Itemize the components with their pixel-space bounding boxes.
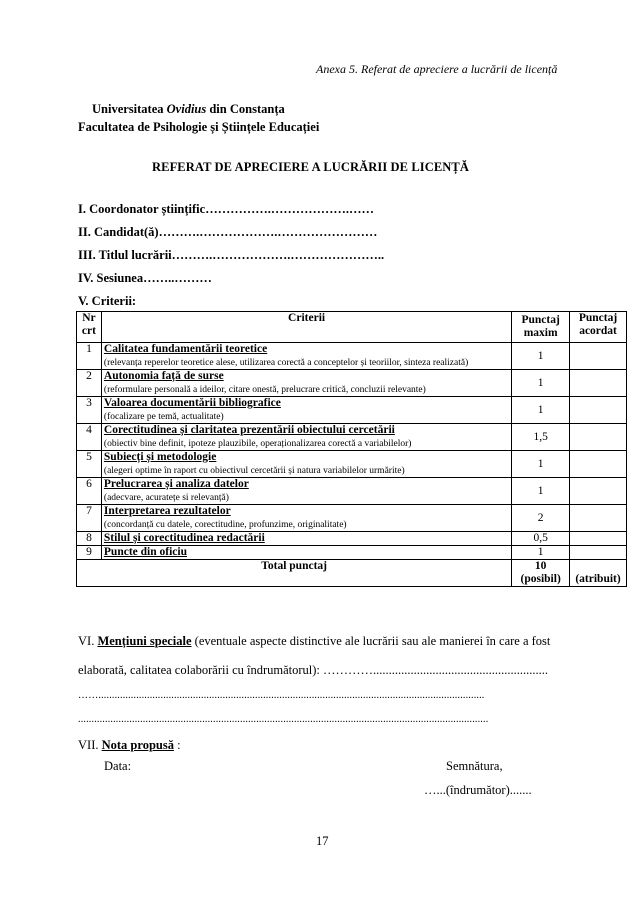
- criterion-description: (obiectiv bine definit, ipoteze plauzibile, operaționalizarea corectă a variabilelor): [103, 439, 412, 449]
- row-number: 2: [77, 370, 102, 397]
- criterion-name: Autonomia față de surse: [103, 370, 224, 382]
- criterion-name: Puncte din oficiu: [103, 546, 187, 558]
- table-row: [77, 478, 627, 505]
- row-number: 8: [77, 532, 102, 546]
- table-row: [77, 397, 627, 424]
- awarded-points-cell: [570, 343, 627, 370]
- max-points: 2: [512, 505, 570, 532]
- header-criterii: Criterii: [101, 312, 511, 343]
- field-candidat: II. Candidat(ă)……….……………….……………………: [78, 225, 378, 239]
- nota-propusa: VII. Nota propusă :: [78, 738, 181, 752]
- awarded-points-cell: [570, 397, 627, 424]
- criterion-name: Corectitudinea și claritatea prezentării obiectului cercetării: [103, 424, 395, 436]
- field-titlul: III. Titlul lucrării……….……………….…………………..: [78, 248, 385, 262]
- row-number: 5: [77, 451, 102, 478]
- criterion-name: Prelucrarea și analiza datelor: [103, 478, 249, 490]
- criterion-name: Stilul și corectitudinea redactării: [103, 532, 265, 544]
- criterion-name: Valoarea documentării bibliografice: [103, 397, 281, 409]
- max-points: 1,5: [512, 424, 570, 451]
- max-points: 1: [512, 343, 570, 370]
- total-row: [77, 560, 627, 587]
- row-number: 9: [77, 546, 102, 560]
- annex-header: Anexa 5. Referat de apreciere a lucrării de licență: [316, 62, 558, 76]
- date-label: Data:: [104, 759, 132, 773]
- awarded-points-cell: [570, 546, 627, 560]
- row-number: 3: [77, 397, 102, 424]
- total-label: Total punctaj: [77, 560, 512, 587]
- criterion-cell: [101, 370, 511, 397]
- row-number: 4: [77, 424, 102, 451]
- header-punctaj-acordat: Punctaj acordat: [570, 312, 627, 343]
- awarded-points-cell: [570, 532, 627, 546]
- table-row: [77, 370, 627, 397]
- awarded-points-cell: [570, 505, 627, 532]
- criteria-table: [76, 311, 627, 587]
- criterion-cell: [101, 532, 511, 546]
- criterion-cell: [101, 424, 511, 451]
- criterion-cell: [101, 478, 511, 505]
- criterion-description: (relevanța reperelor teoretice alese, utilizarea corectă a conceptelor și teoriilor, sinteza realizată): [103, 358, 469, 368]
- field-coordonator: I. Coordonator științific…………….……………….……: [78, 202, 374, 216]
- criterion-name: Subiecți și metodologie: [103, 451, 217, 463]
- row-number: 6: [77, 478, 102, 505]
- table-row: [77, 546, 627, 560]
- criterion-description: (focalizare pe temă, actualitate): [103, 412, 224, 422]
- max-points: 1: [512, 451, 570, 478]
- header-nr: Nr crt: [77, 312, 102, 343]
- criterion-cell: [101, 451, 511, 478]
- mentiuni-line-1: VI. Mențiuni speciale (eventuale aspecte distinctive ale lucrării sau ale manierei în care a fost: [78, 634, 551, 648]
- awarded-points-cell: [570, 451, 627, 478]
- table-row: [77, 505, 627, 532]
- mentiuni-line-3: ……...............................................................................................................................................: [78, 690, 485, 701]
- criterion-name: Calitatea fundamentării teoretice: [103, 343, 268, 355]
- criterion-description: (adecvare, acuratețe si relevanță): [103, 493, 229, 503]
- table-row: [77, 451, 627, 478]
- max-points: 1: [512, 370, 570, 397]
- table-row: [77, 424, 627, 451]
- row-number: 1: [77, 343, 102, 370]
- criterion-description: (reformulare personală a ideilor, citare onestă, prelucrare critică, concluzii relevante): [103, 385, 426, 395]
- max-points: 1: [512, 546, 570, 560]
- max-points: 1: [512, 478, 570, 505]
- header-punctaj-maxim: Punctaj maxim: [512, 312, 570, 343]
- row-number: 7: [77, 505, 102, 532]
- awarded-points-cell: [570, 370, 627, 397]
- mentiuni-line-4: ........................................................................................................................................................: [78, 714, 489, 725]
- university-name: Universitatea Ovidius din Constanța: [92, 102, 285, 116]
- max-points: 0,5: [512, 532, 570, 546]
- section-criterii: V. Criterii:: [78, 294, 137, 308]
- table-row: [77, 343, 627, 370]
- criterion-cell: [101, 505, 511, 532]
- total-max-points: 10 (posibil): [512, 560, 570, 587]
- signature-role: …...(îndrumător).......: [424, 783, 532, 797]
- awarded-points-cell: [570, 424, 627, 451]
- field-sesiunea: IV. Sesiunea……..………: [78, 271, 212, 285]
- table-header-row: [77, 312, 627, 343]
- signature-label: Semnătura,: [446, 759, 503, 773]
- total-awarded-points: (atribuit): [570, 560, 627, 587]
- criterion-description: (alegeri optime în raport cu obiectivul cercetării și natura variabilelor urmărite): [103, 466, 405, 476]
- criterion-name: Interpretarea rezultatelor: [103, 505, 231, 517]
- criterion-cell: [101, 546, 511, 560]
- max-points: 1: [512, 397, 570, 424]
- document-title: REFERAT DE APRECIERE A LUCRĂRII DE LICENȚĂ: [152, 160, 469, 174]
- page-number: 17: [316, 834, 329, 848]
- awarded-points-cell: [570, 478, 627, 505]
- faculty-name: Facultatea de Psihologie și Științele Educației: [78, 120, 320, 134]
- criterion-cell: [101, 397, 511, 424]
- criterion-cell: [101, 343, 511, 370]
- table-row: [77, 532, 627, 546]
- mentiuni-line-2: elaborată, calitatea colaborării cu îndrumătorul): …………........................................................: [78, 663, 549, 677]
- criterion-description: (concordanță cu datele, corectitudine, profunzime, originalitate): [103, 520, 347, 530]
